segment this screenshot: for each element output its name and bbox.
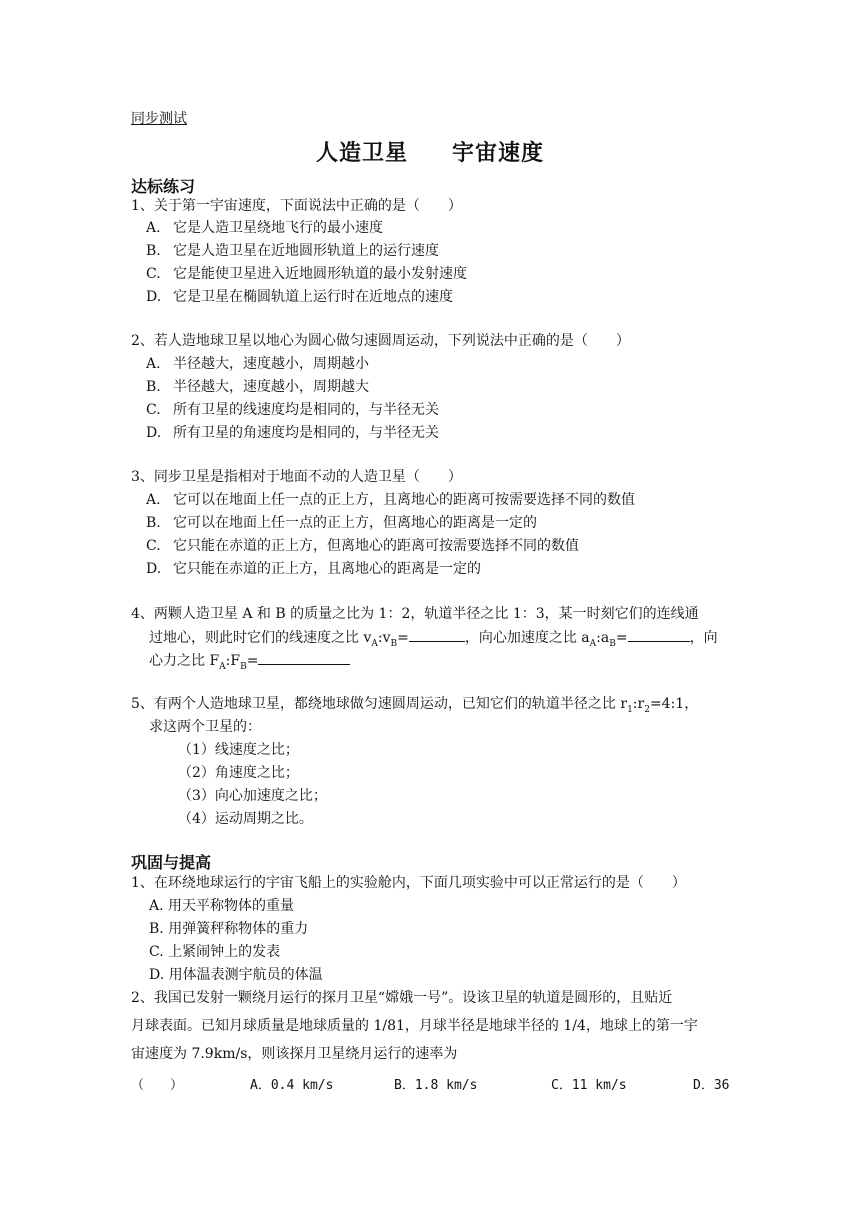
advanced-question-1-option-b: B. 用弹簧秤称物体的重力 <box>149 921 309 937</box>
question-3-option-a: A. 它可以在地面上任一点的正上方，且离地心的距离可按需要选择不同的数值 <box>146 492 635 508</box>
advanced-question-2-line-3: 宙速度为 7.9km/s，则该探月卫星绕月运行的速率为 <box>131 1046 458 1062</box>
question-3-option-d: D. 它只能在赤道的正上方，且离地心的距离是一定的 <box>146 561 481 577</box>
section-heading-practice: 达标练习 <box>131 177 196 196</box>
question-3-stem: 3、同步卫星是指相对于地面不动的人造卫星（ ） <box>131 469 462 485</box>
answer-blank-force[interactable] <box>258 650 350 665</box>
question-1-option-b: B. 它是人造卫星在近地圆形轨道上的运行速度 <box>146 243 439 259</box>
advanced-question-2-paren: （ ） <box>131 1078 184 1093</box>
sync-test-label: 同步测试 <box>131 111 187 127</box>
advanced-question-2-answer-a: A．0.4 km/s <box>250 1078 334 1093</box>
question-1-stem: 1、关于第一宇宙速度，下面说法中正确的是（ ） <box>131 198 462 214</box>
question-5-sub-4: （4）运动周期之比。 <box>178 811 313 827</box>
advanced-question-1-option-a: A. 用天平称物体的重量 <box>149 898 295 914</box>
title-left: 人造卫星 <box>315 141 408 166</box>
question-4-line-2: 过地心，则此时它们的线速度之比 $v_A:v_B=$ ，向心加速度之比 $a_A:a_B=$ ，向 <box>149 627 718 654</box>
question-5-line-2: 求这两个卫星的： <box>149 719 261 735</box>
advanced-question-2-answer-d: D．36 <box>693 1078 730 1093</box>
question-4-line-1: 4、两颗人造卫星 A 和 B 的质量之比为 1：2，轨道半径之比 1：3，某一时刻它们的连线通 <box>131 606 699 622</box>
question-2-option-c: C. 所有卫星的线速度均是相同的，与半径无关 <box>146 402 439 418</box>
advanced-question-2-answer-c: C．11 km/s <box>551 1078 627 1093</box>
question-5-line-1: 5、有两个人造地球卫星，都绕地球做匀速圆周运动，已知它们的轨道半径之比 $r_1:r_2=4:1$， <box>131 696 699 715</box>
advanced-question-1-option-d: D. 用体温表测宇航员的体温 <box>149 967 323 983</box>
advanced-question-1-option-c: C. 上紧闹钟上的发表 <box>149 944 281 960</box>
question-5-sub-2: （2）角速度之比； <box>178 765 299 781</box>
advanced-question-2-line-2: 月球表面。已知月球质量是地球质量的 1/81，月球半径是地球半径的 1/4，地球上的第一宇 <box>131 1018 698 1034</box>
question-2-option-b: B. 半径越大，速度越小，周期越大 <box>146 379 369 395</box>
answer-blank-velocity[interactable] <box>409 627 465 642</box>
title-right: 宇宙速度 <box>452 141 545 166</box>
answer-blank-acceleration[interactable] <box>628 627 690 642</box>
question-5-sub-3: （3）向心加速度之比； <box>178 788 327 804</box>
advanced-question-2-answer-b: B．1.8 km/s <box>394 1078 478 1093</box>
section-heading-advanced: 巩固与提高 <box>131 853 212 872</box>
question-3-option-c: C. 它只能在赤道的正上方，但离地心的距离可按需要选择不同的数值 <box>146 538 579 554</box>
advanced-question-1-stem: 1、在环绕地球运行的宇宙飞船上的实验舱内，下面几项实验中可以正常运行的是（ ） <box>131 875 686 891</box>
question-5-sub-1: （1）线速度之比； <box>178 742 299 758</box>
question-2-option-a: A. 半径越大，速度越小，周期越小 <box>146 356 369 372</box>
question-1-option-d: D. 它是卫星在椭圆轨道上运行时在近地点的速度 <box>146 289 453 305</box>
question-2-option-d: D. 所有卫星的角速度均是相同的，与半径无关 <box>146 425 439 441</box>
advanced-question-2-line-1: 2、我国已发射一颗绕月运行的探月卫星“嫦娥一号”。设该卫星的轨道是圆形的，且贴近 <box>131 990 673 1006</box>
page-title <box>0 136 860 167</box>
question-1-option-c: C. 它是能使卫星进入近地圆形轨道的最小发射速度 <box>146 266 467 282</box>
question-4-line-3: 心力之比 $F_A:F_B=$ <box>149 650 350 677</box>
question-3-option-b: B. 它可以在地面上任一点的正上方，但离地心的距离是一定的 <box>146 515 537 531</box>
question-2-stem: 2、若人造地球卫星以地心为圆心做匀速圆周运动，下列说法中正确的是（ ） <box>131 333 630 349</box>
question-1-option-a: A. 它是人造卫星绕地飞行的最小速度 <box>146 220 383 236</box>
